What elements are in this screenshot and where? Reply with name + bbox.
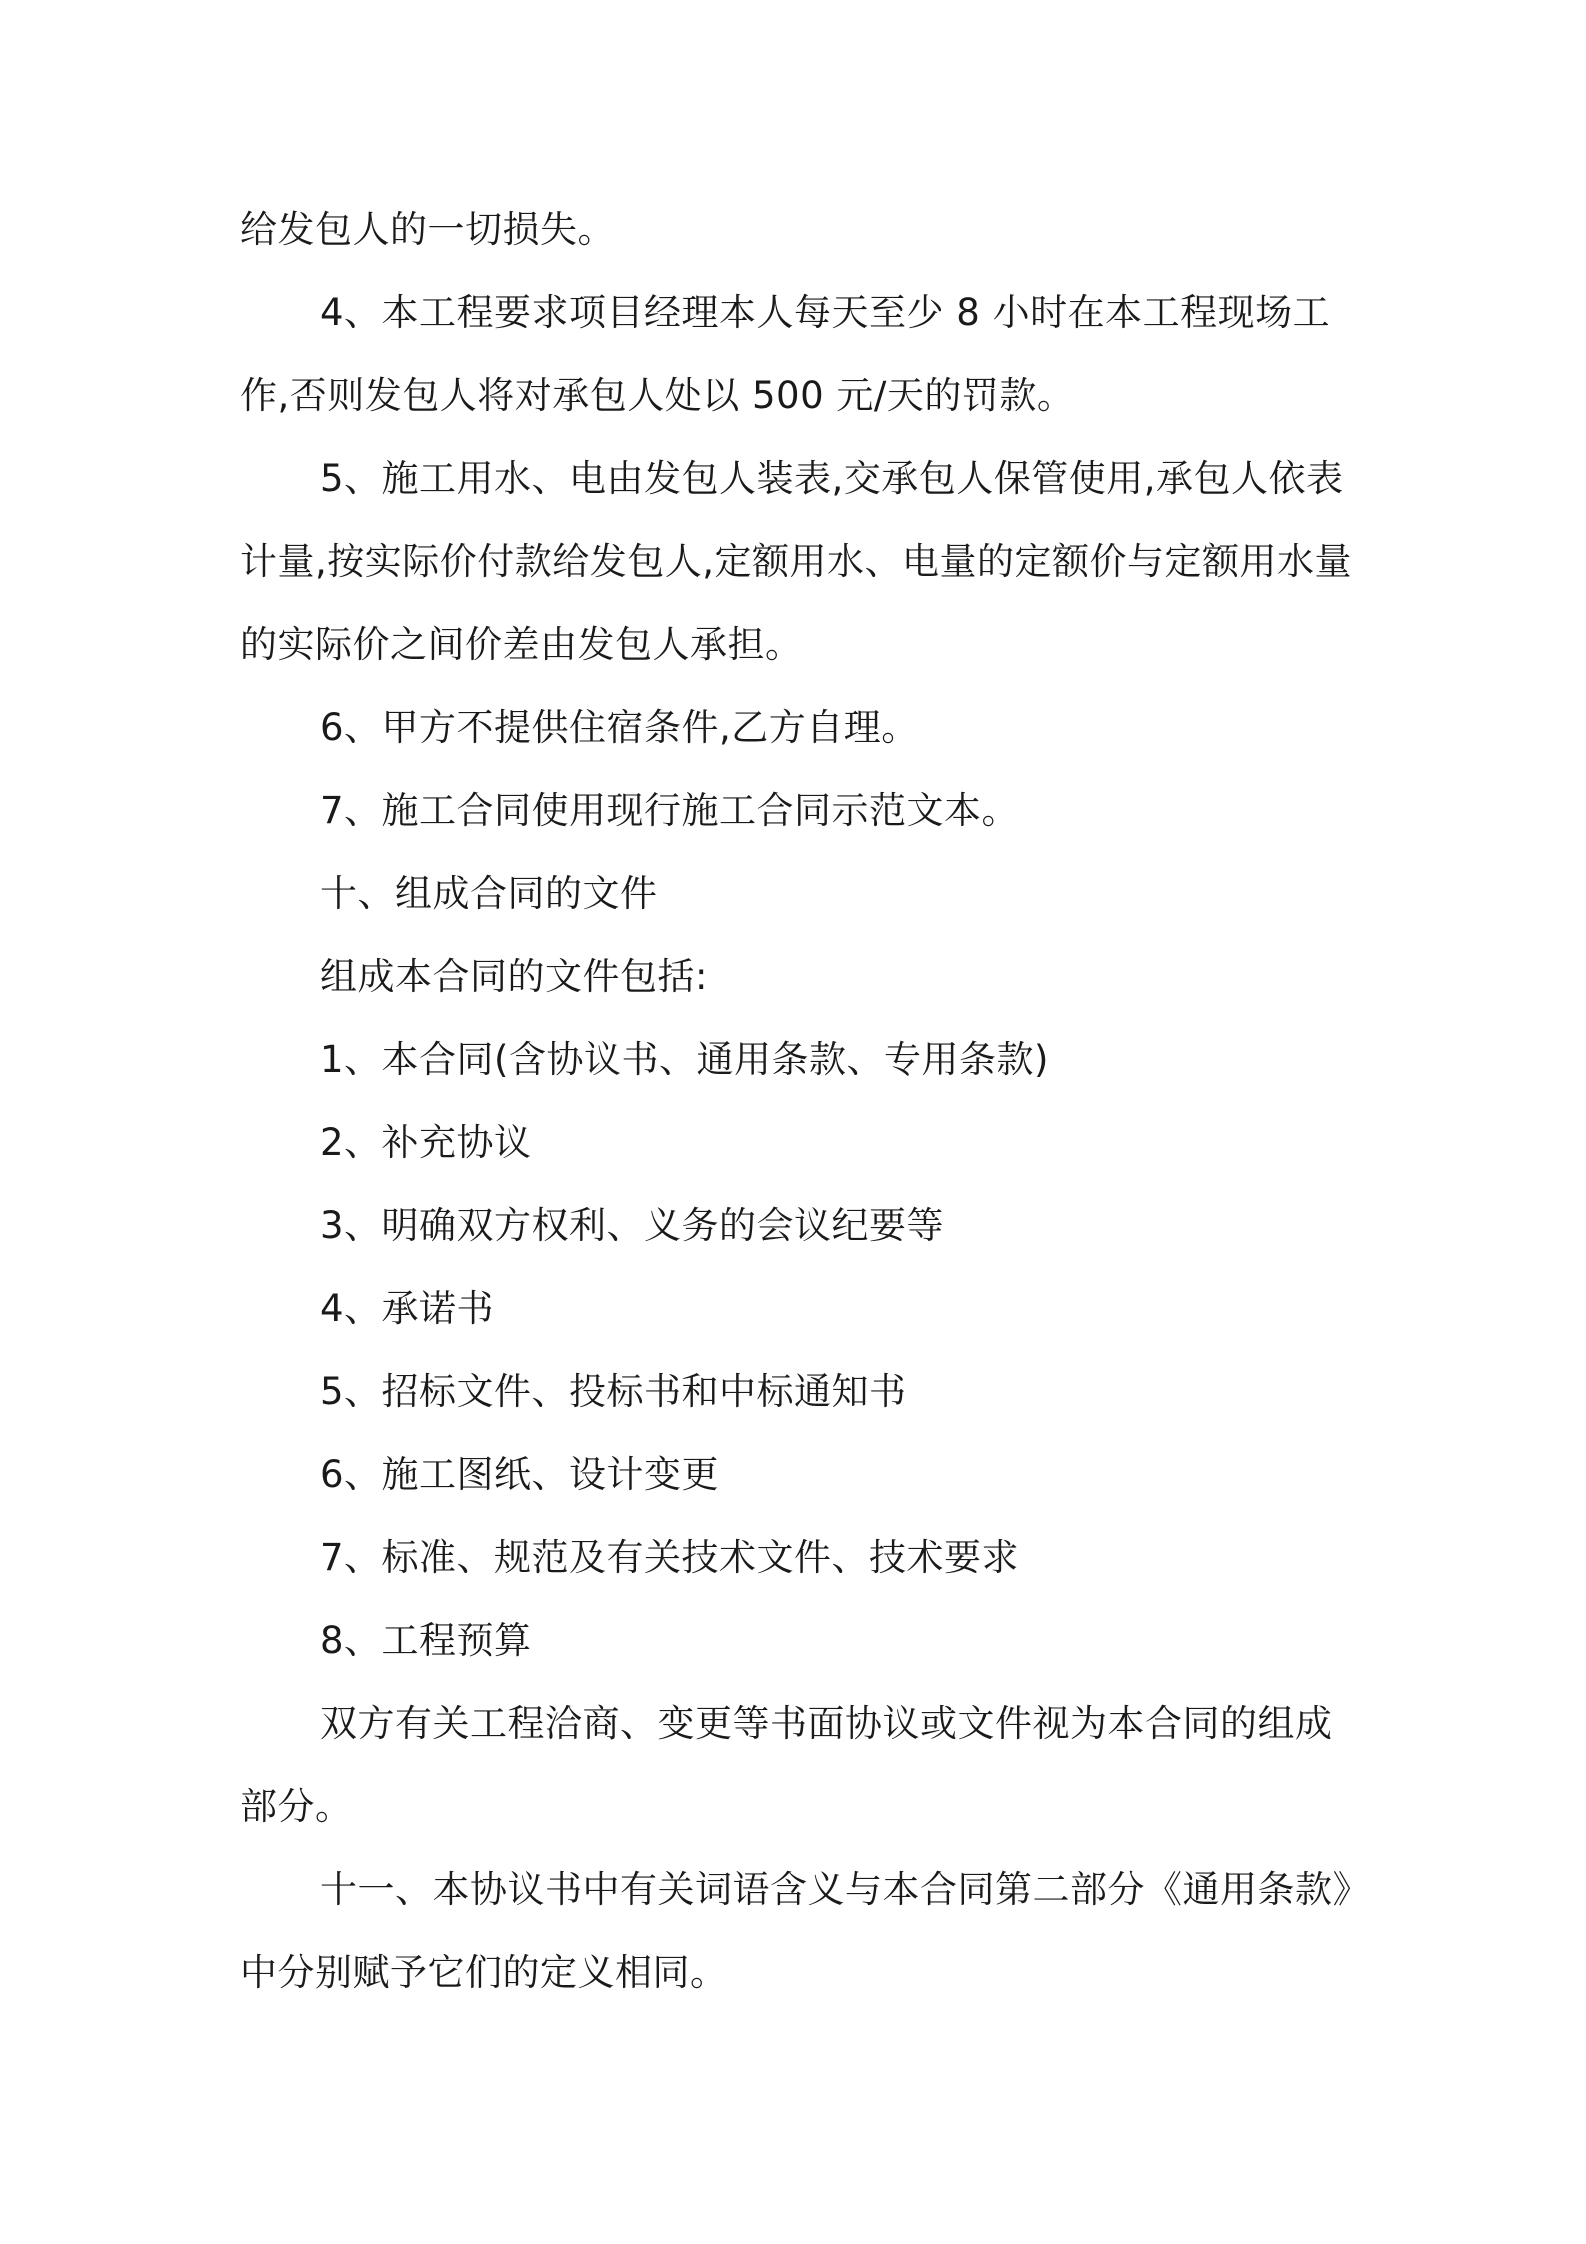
document-body bbox=[240, 188, 1360, 2014]
paragraph-clause-6-accommodation: 6、甲方不提供住宿条件,乙方自理。 bbox=[320, 706, 919, 749]
paragraph-loss-continuation: 给发包人的一切损失。 bbox=[240, 208, 615, 251]
list-item-document-3: 3、明确双方权利、义务的会议纪要等 bbox=[320, 1204, 945, 1247]
paragraph-clause-5-water-electricity: 5、施工用水、电由发包人装表,交承包人保管使用,承包人依表计量,按实际价付款给发包人,定额用水、电量的定额价与定额用水量的实际价之间价差由发包人承担。 bbox=[240, 457, 1353, 666]
list-item-document-8: 8、工程预算 bbox=[320, 1619, 532, 1662]
list-item-document-5: 5、招标文件、投标书和中标通知书 bbox=[320, 1370, 907, 1413]
paragraph-clause-7-contract-template: 7、施工合同使用现行施工合同示范文本。 bbox=[320, 789, 1020, 832]
section-heading-11-definitions: 十一、本协议书中有关词语含义与本合同第二部分《通用条款》中分别赋予它们的定义相同。 bbox=[240, 1868, 1352, 1994]
list-item-document-6: 6、施工图纸、设计变更 bbox=[320, 1453, 720, 1496]
list-item-document-7: 7、标准、规范及有关技术文件、技术要求 bbox=[320, 1536, 1020, 1579]
list-item-document-4: 4、承诺书 bbox=[320, 1287, 495, 1330]
section-heading-10: 十、组成合同的文件 bbox=[320, 872, 658, 915]
list-item-document-2: 2、补充协议 bbox=[320, 1121, 532, 1164]
paragraph-documents-intro: 组成本合同的文件包括: bbox=[320, 955, 708, 998]
paragraph-clause-4-project-manager: 4、本工程要求项目经理本人每天至少 8 小时在本工程现场工作,否则发包人将对承包人处以 500 元/天的罚款。 bbox=[240, 291, 1331, 417]
list-item-document-1: 1、本合同(含协议书、通用条款、专用条款) bbox=[320, 1038, 1049, 1081]
paragraph-supplementary-documents: 双方有关工程洽商、变更等书面协议或文件视为本合同的组成部分。 bbox=[240, 1702, 1333, 1828]
